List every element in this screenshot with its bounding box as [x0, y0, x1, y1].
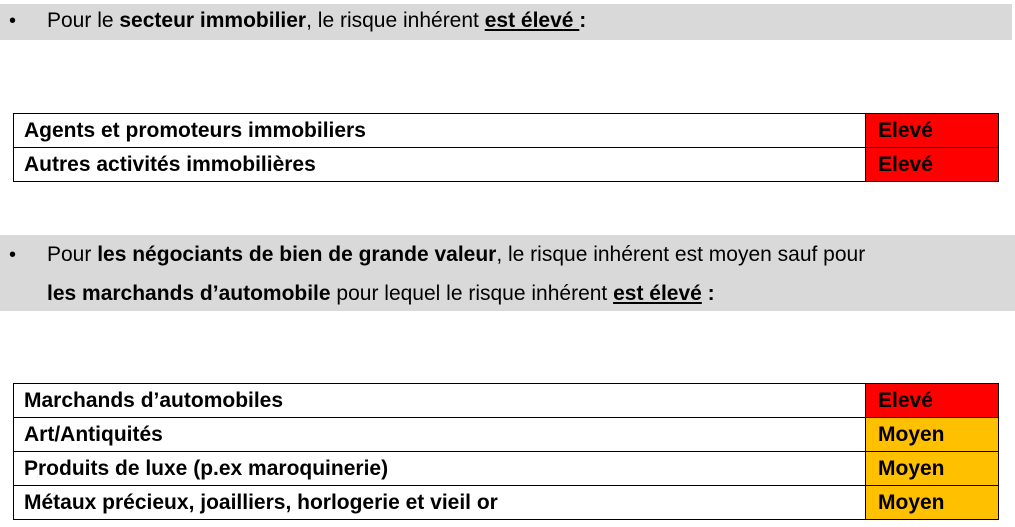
heading-line-2: [47, 277, 715, 311]
body-text: , le risque inhérent: [306, 9, 485, 32]
table-row: [14, 418, 999, 452]
heading-line: [47, 4, 586, 38]
activity-label: Agents et promoteurs immobiliers: [14, 114, 866, 148]
table-row: [14, 384, 999, 418]
body-text: Pour: [47, 243, 98, 266]
section-high-value-goods-heading: [0, 235, 1015, 311]
body-text: , le risque inhérent est moyen sauf pour: [496, 243, 866, 266]
real-estate-risk-table: [13, 113, 999, 182]
risk-level-badge: Elevé: [866, 148, 999, 182]
table-row: [14, 114, 999, 148]
risk-level-badge: Moyen: [866, 486, 999, 520]
emphasis-text: est élevé: [613, 282, 702, 305]
activity-label: Marchands d’automobiles: [14, 384, 866, 418]
bullet-icon: •: [9, 10, 17, 32]
bold-text: secteur immobilier: [119, 9, 307, 32]
activity-label: Métaux précieux, joailliers, horlogerie et vieil or: [14, 486, 866, 520]
section-real-estate-heading: [0, 4, 1012, 40]
emphasis-text: est élevé: [484, 9, 580, 32]
activity-label: Autres activités immobilières: [14, 148, 866, 182]
risk-level-badge: Moyen: [866, 418, 999, 452]
bold-text: :: [701, 282, 715, 305]
bold-text: :: [579, 9, 587, 32]
table-row: [14, 486, 999, 520]
table-row: [14, 452, 999, 486]
table-row: [14, 148, 999, 182]
heading-line-1: [47, 238, 865, 272]
body-text: Pour le: [47, 9, 120, 32]
high-value-goods-risk-table: [13, 383, 999, 520]
bold-text: [485, 9, 580, 32]
body-text: pour lequel le risque inhérent: [330, 282, 614, 305]
risk-level-badge: Elevé: [866, 114, 999, 148]
bullet-icon: •: [9, 244, 17, 266]
bold-text: les négociants de bien de grande valeur: [97, 243, 497, 266]
bold-text: [613, 282, 702, 305]
bold-text: les marchands d’automobile: [47, 282, 331, 305]
activity-label: Produits de luxe (p.ex maroquinerie): [14, 452, 866, 486]
risk-level-badge: Moyen: [866, 452, 999, 486]
risk-level-badge: Elevé: [866, 384, 999, 418]
activity-label: Art/Antiquités: [14, 418, 866, 452]
